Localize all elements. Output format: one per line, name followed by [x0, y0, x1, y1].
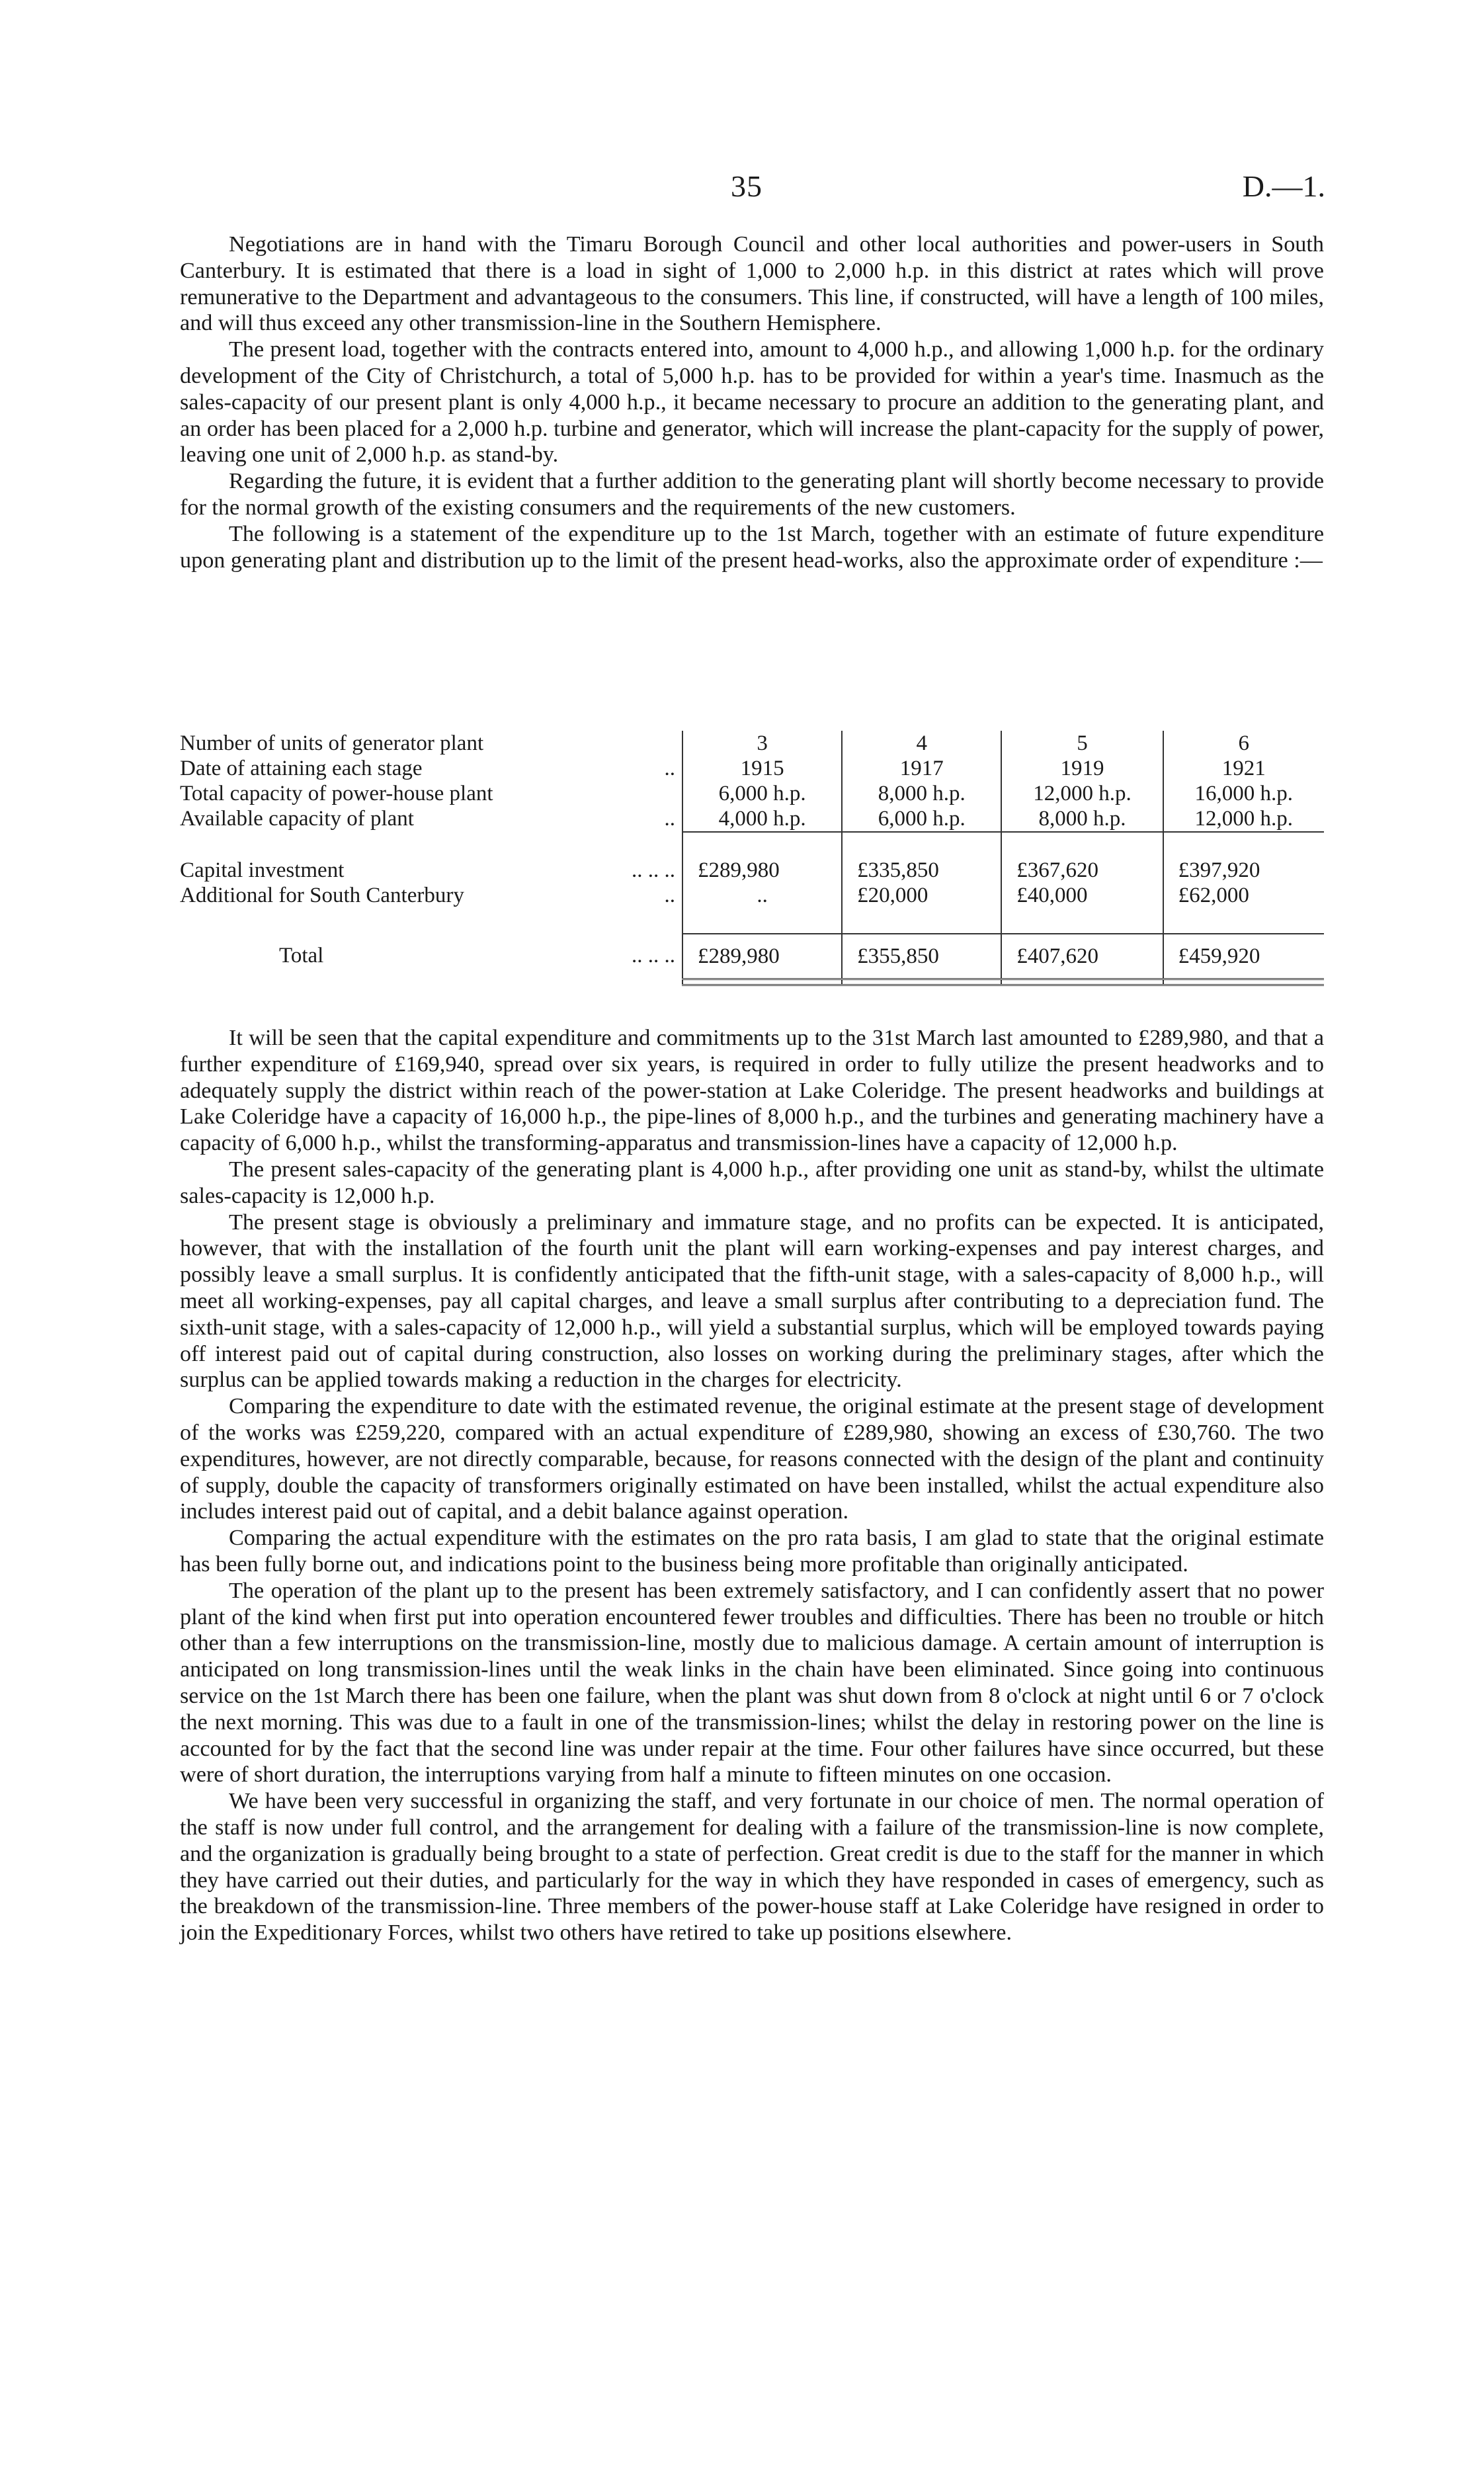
row-label: Date of attaining each stage	[180, 757, 423, 780]
table-cell: £40,000	[1001, 883, 1163, 908]
leader-dots	[628, 731, 682, 756]
paragraph: We have been very successful in organizing the staff, and very fortunate in our choice of men. The normal operation of the staff is now under full control, and the arrangement for dealing with a failure of the transmission-line is now complete, and the organization is gradually being brought to a state of perfection. Great credit is due to the staff for the manner in which they have carried out their duties, and particularly for the way in which they have responded in cases of emergency, such as the breakdown of the transmission-line. Three members of the power-house staff at Lake Coleridge have resigned in order to join the Expeditionary Forces, whilst two others have retired to take up positions elsewhere.	[180, 1789, 1324, 1946]
paragraph: The operation of the plant up to the present has been extremely satisfactory, and I can confidently assert that no power plant of the kind when first put into operation encountered fewer troubles and difficulties. There has been no trouble or hitch other than a few interruptions on the transmission-line, mostly due to malicious damage. A certain amount of interruption is anticipated on long transmission-lines until the weak links in the chain have been eliminated. Since going into continuous service on the 1st March there has been one failure, when the plant was shut down from 8 o'clock at night until 6 or 7 o'clock the next morning. This was due to a fault in one of the transmission-lines; whilst the delay in restoring power on the line is accounted for by the fact that the second line was under repair at the time. Four other failures have since occurred, but these were of short duration, the interruptions varying from half a minute to fifteen minutes on one occasion.	[180, 1578, 1324, 1788]
row-label: Total capacity of power-house plant	[180, 782, 493, 805]
total-cell: £407,620	[1001, 934, 1163, 979]
table-cell: £62,000	[1163, 883, 1324, 908]
text-block-top	[180, 231, 1324, 573]
table-cell: £20,000	[842, 883, 1001, 908]
table-cell: 4,000 h.p.	[682, 806, 842, 832]
leader-dots: ..	[664, 807, 676, 831]
table-cell: 12,000 h.p.	[1001, 781, 1163, 806]
table-cell: 1917	[842, 756, 1001, 781]
table-cell: 16,000 h.p.	[1163, 781, 1324, 806]
table-cell: 6	[1163, 731, 1324, 756]
total-cell: £459,920	[1163, 934, 1324, 979]
table-cell: 1915	[682, 756, 842, 781]
row-label: Additional for South Canterbury	[180, 884, 464, 907]
total-cell: £355,850	[842, 934, 1001, 979]
table-total-row	[180, 934, 1324, 979]
table-cell: 8,000 h.p.	[1001, 806, 1163, 832]
table-cell: 6,000 h.p.	[682, 781, 842, 806]
paragraph: The following is a statement of the expenditure up to the 1st March, together with an estimate of future expenditure upon generating plant and distribution up to the limit of the present head-works, also the approximate order of expenditure :—	[180, 521, 1324, 573]
paragraph: The present sales-capacity of the generating plant is 4,000 h.p., after providing one unit as stand-by, whilst the ultimate sales-capacity is 12,000 h.p.	[180, 1157, 1324, 1208]
page-number: 35	[731, 169, 763, 203]
table-cell: 4	[842, 731, 1001, 756]
table-cell: 5	[1001, 731, 1163, 756]
table-cell: ..	[682, 883, 842, 908]
leader-dots	[628, 781, 682, 806]
paragraph: It will be seen that the capital expenditure and commitments up to the 31st March last amounted to £289,980, and that a further expenditure of £169,940, spread over six years, is required in order to fully utilize the present headworks and to adequately supply the district within reach of the power-station at Lake Coleridge. The present headworks and buildings at Lake Coleridge have a capacity of 16,000 h.p., the pipe-lines of 8,000 h.p., and the turbines and generating machinery have a capacity of 6,000 h.p., whilst the transforming-apparatus and transmission-lines have a capacity of 12,000 h.p.	[180, 1026, 1324, 1156]
table-row	[180, 731, 1324, 756]
page-header	[0, 169, 1484, 208]
table-cell: £335,850	[842, 858, 1001, 883]
table-cell: £289,980	[682, 858, 842, 883]
table-cell: 6,000 h.p.	[842, 806, 1001, 832]
table-row	[180, 781, 1324, 806]
table-row	[180, 858, 1324, 883]
paragraph: The present load, together with the contracts entered into, amount to 4,000 h.p., and allowing 1,000 h.p. for the ordinary development of the City of Christchurch, a total of 5,000 h.p. has to be provided for within a year's time. Inasmuch as the sales-capacity of our present plant is only 4,000 h.p., it became necessary to procure an addition to the generating plant, and an order has been placed for a 2,000 h.p. turbine and generator, which will increase the plant-capacity for the supply of power, leaving one unit of 2,000 h.p. as stand-by.	[180, 337, 1324, 468]
table-spacer	[180, 908, 1324, 934]
table-cell: £397,920	[1163, 858, 1324, 883]
row-label: Capital investment	[180, 858, 345, 882]
total-label: Total	[279, 944, 324, 967]
paragraph: Comparing the actual expenditure with the estimates on the pro rata basis, I am glad to state that the original estimate has been fully borne out, and indications point to the business being more profitable than originally anticipated.	[180, 1526, 1324, 1577]
paragraph: Regarding the future, it is evident that a further addition to the generating plant will shortly become necessary to provide for the normal growth of the existing consumers and the requirements of the new customers.	[180, 469, 1324, 520]
table-cell: 1919	[1001, 756, 1163, 781]
table-cell: £367,620	[1001, 858, 1163, 883]
expenditure-table	[180, 731, 1324, 986]
leader-dots: .. .. ..	[632, 858, 676, 882]
leader-dots: ..	[664, 884, 676, 907]
paragraph: Comparing the expenditure to date with the estimated revenue, the original estimate at the present stage of development of the works was £259,220, compared with an actual expenditure of £289,980, showing an excess of £30,760. The two expenditures, however, are not directly comparable, because, for reasons connected with the design of the plant and continuity of supply, double the capacity of transformers originally estimated on have been installed, whilst the actual expenditure also includes interest paid out of capital, and a debit balance against operation.	[180, 1394, 1324, 1524]
table-double-rule	[180, 979, 1324, 985]
leader-dots: ..	[664, 757, 676, 780]
document-code: D.—1.	[1242, 169, 1325, 203]
table-row	[180, 883, 1324, 908]
table-row	[180, 756, 1324, 781]
total-cell: £289,980	[682, 934, 842, 979]
table-cell: 3	[682, 731, 842, 756]
table-cell: 8,000 h.p.	[842, 781, 1001, 806]
row-label: Available capacity of plant	[180, 807, 414, 831]
table-row	[180, 806, 1324, 832]
leader-dots: .. .. ..	[632, 944, 676, 967]
paragraph: Negotiations are in hand with the Timaru Borough Council and other local authorities and power-users in South Canterbury. It is estimated that there is a load in sight of 1,000 to 2,000 h.p. in this district at rates which will prove remunerative to the Department and advantageous to the consumers. This line, if constructed, will have a length of 100 miles, and will thus exceed any other transmission-line in the Southern Hemisphere.	[180, 232, 1324, 336]
text-block-bottom	[180, 1025, 1324, 1946]
table-cell: 12,000 h.p.	[1163, 806, 1324, 832]
paragraph: The present stage is obviously a preliminary and immature stage, and no profits can be expected. It is anticipated, however, that with the installation of the fourth unit the plant will earn working-expenses and pay interest charges, and possibly leave a small surplus. It is confidently anticipated that the fifth-unit stage, with a sales-capacity of 8,000 h.p., will meet all working-expenses, pay all capital charges, and leave a small surplus after contributing to a depreciation fund. The sixth-unit stage, with a sales-capacity of 12,000 h.p., will yield a substantial surplus, which will be employed towards paying off interest paid out of capital during construction, also losses on working during the preliminary stages, after which the surplus can be applied towards making a reduction in the charges for electricity.	[180, 1210, 1324, 1393]
table-cell: 1921	[1163, 756, 1324, 781]
row-label: Number of units of generator plant	[180, 731, 484, 755]
table-separator	[180, 832, 1324, 858]
